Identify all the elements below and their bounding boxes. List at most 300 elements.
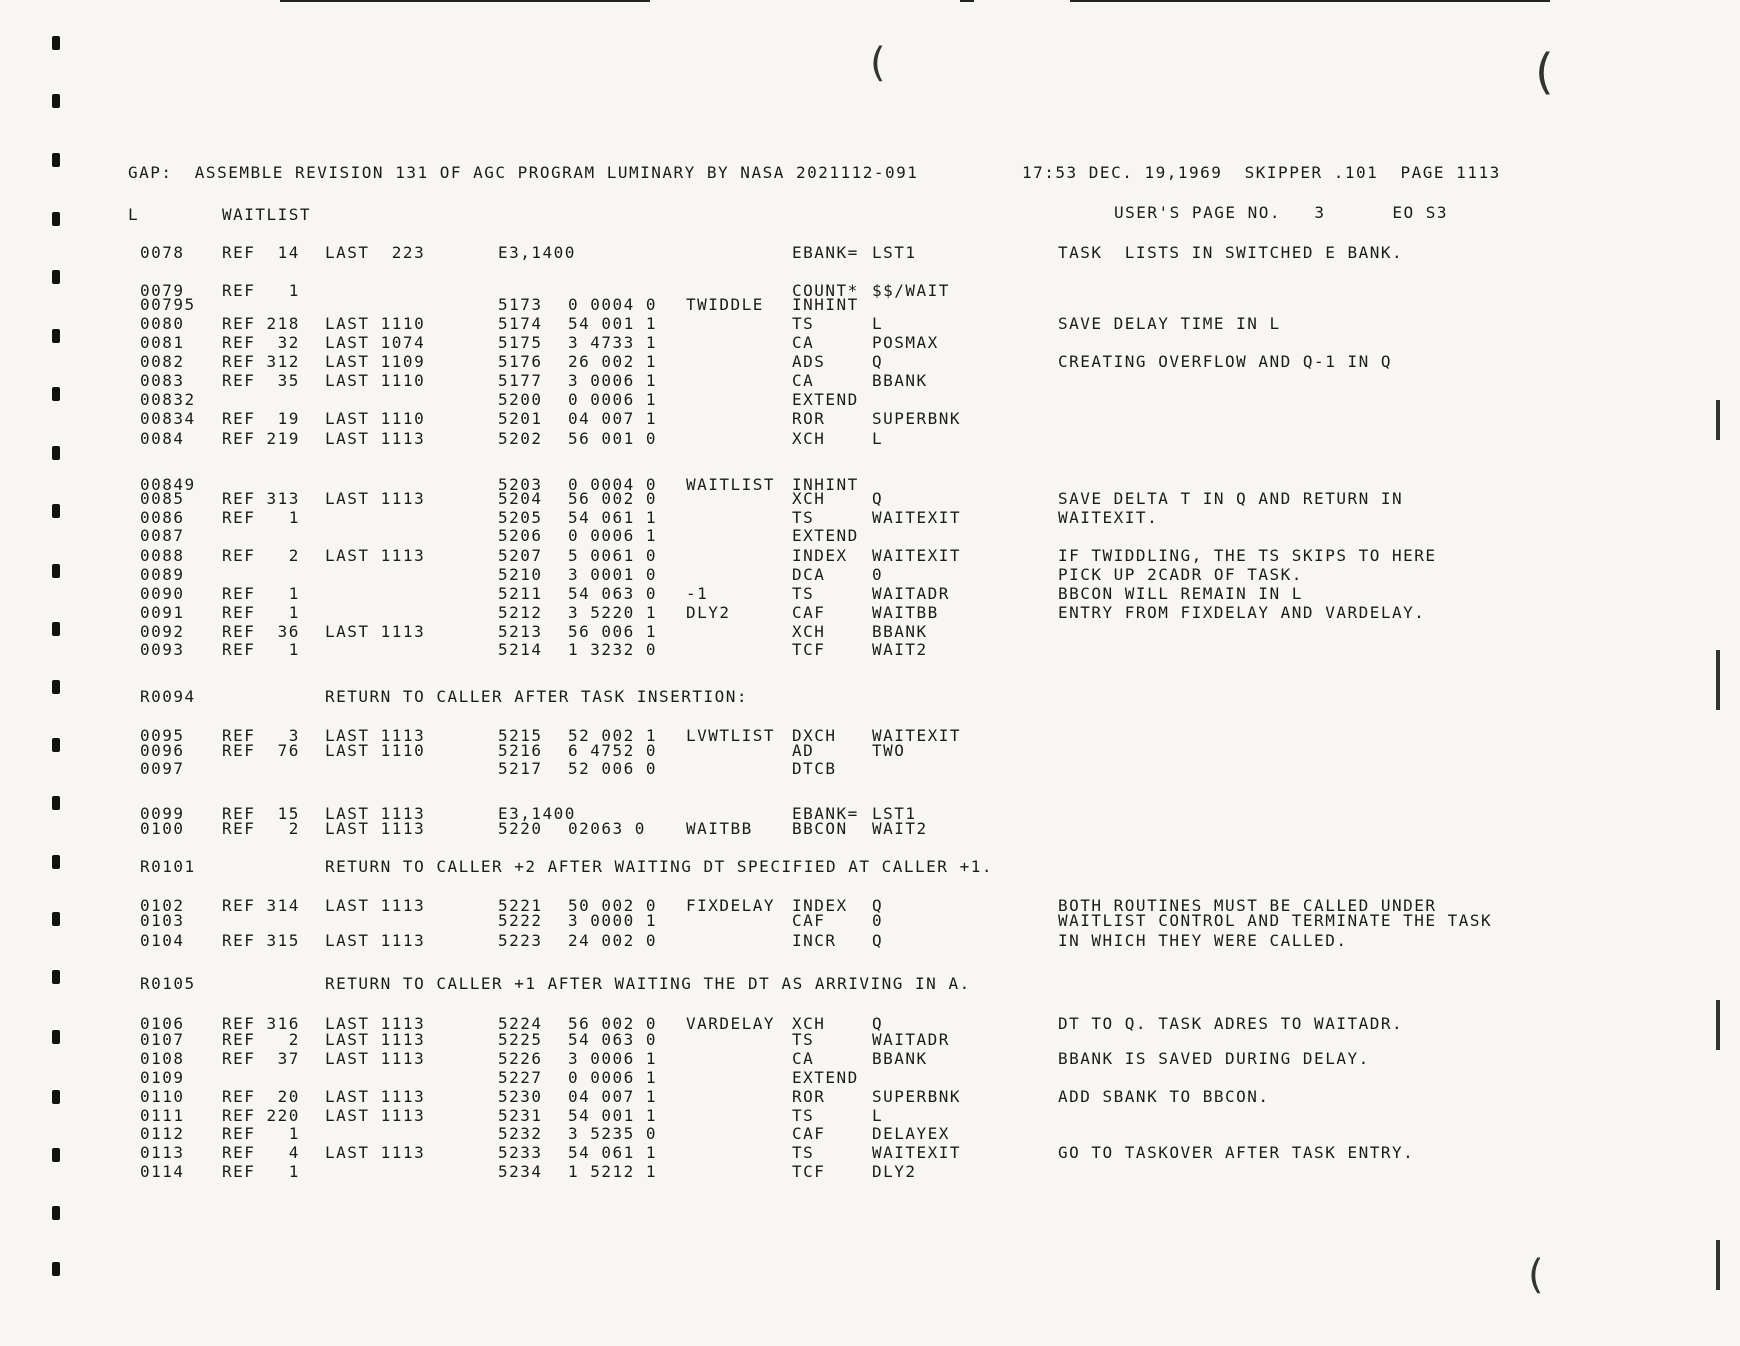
listing-last: LAST 1110 — [325, 314, 426, 333]
listing-comment: IN WHICH THEY WERE CALLED. — [1058, 931, 1348, 950]
listing-addr: 5204 — [498, 489, 543, 508]
listing-operand: LST1 — [872, 243, 917, 262]
listing-operand: Q — [872, 896, 884, 915]
listing-row — [0, 932, 1740, 950]
listing-ref: REF 37 — [222, 1049, 300, 1068]
listing-last: LAST 1074 — [325, 333, 426, 352]
listing-operand: BBANK — [872, 371, 928, 390]
listing-op: INCR — [792, 931, 837, 950]
punch-hole — [52, 1262, 60, 1276]
listing-num: 0110 — [140, 1087, 185, 1106]
listing-addr: 5234 — [498, 1162, 543, 1181]
listing-ref: REF 14 — [222, 243, 300, 262]
listing-operand: L — [872, 429, 884, 448]
listing-code: 3 0006 1 — [568, 1049, 658, 1068]
listing-code: 50 002 0 — [568, 896, 658, 915]
listing-num: 0084 — [140, 429, 185, 448]
listing-num: 0095 — [140, 726, 185, 745]
listing-num: 0090 — [140, 584, 185, 603]
listing-num: 0112 — [140, 1124, 185, 1143]
listing-ref: REF 220 — [222, 1106, 300, 1125]
listing-op: XCH — [792, 1014, 826, 1033]
listing-row — [0, 604, 1740, 622]
listing-comment: WAITLIST CONTROL AND TERMINATE THE TASK — [1058, 911, 1493, 930]
listing-row — [0, 244, 1740, 262]
listing-row — [0, 1144, 1740, 1162]
listing-op: AD — [792, 741, 815, 760]
listing-row — [0, 1107, 1740, 1125]
listing-num: 00832 — [140, 390, 196, 409]
punch-hole — [52, 94, 60, 108]
listing-code: 0 0006 1 — [568, 526, 658, 545]
listing-addr: 5232 — [498, 1124, 543, 1143]
listing-operand: Q — [872, 352, 884, 371]
listing-ref: REF 15 — [222, 804, 300, 823]
listing-row — [0, 372, 1740, 390]
listing-comment: BBANK IS SAVED DURING DELAY. — [1058, 1049, 1370, 1068]
listing-row — [0, 1088, 1740, 1106]
listing-addr: 5231 — [498, 1106, 543, 1125]
listing-ref: REF 314 — [222, 896, 300, 915]
listing-ref: REF 35 — [222, 371, 300, 390]
listing-operand: TWO — [872, 741, 906, 760]
listing-last: LAST 1113 — [325, 1143, 426, 1162]
paper-smudge: ( — [870, 40, 886, 86]
listing-addr: 5227 — [498, 1068, 543, 1087]
listing-operand: WAITBB — [872, 603, 939, 622]
listing-addr: 5177 — [498, 371, 543, 390]
listing-code: 24 002 0 — [568, 931, 658, 950]
listing-operand: Q — [872, 489, 884, 508]
listing-op: EXTEND — [792, 390, 859, 409]
listing-last: LAST 1113 — [325, 622, 426, 641]
listing-row — [0, 975, 1740, 993]
listing-label: LVWTLIST — [686, 726, 776, 745]
listing-row — [0, 509, 1740, 527]
listing-code: 54 063 0 — [568, 584, 658, 603]
listing-row — [0, 858, 1740, 876]
header-line-right: 17:53 DEC. 19,1969 SKIPPER .101 PAGE 1113 — [1022, 163, 1501, 182]
listing-addr: 5230 — [498, 1087, 543, 1106]
listing-operand: 0 — [872, 911, 884, 930]
listing-row — [0, 820, 1740, 838]
listing-last: LAST 1113 — [325, 1049, 426, 1068]
listing-op: XCH — [792, 489, 826, 508]
listing-row — [0, 334, 1740, 352]
listing-last: LAST 1113 — [325, 931, 426, 950]
listing-ref: REF 1 — [222, 640, 300, 659]
listing-code: 6 4752 0 — [568, 741, 658, 760]
listing-comment: ADD SBANK TO BBCON. — [1058, 1087, 1270, 1106]
listing-row — [0, 623, 1740, 641]
listing-code: 04 007 1 — [568, 409, 658, 428]
listing-addr: 5201 — [498, 409, 543, 428]
listing-row — [0, 315, 1740, 333]
listing-ref: REF 32 — [222, 333, 300, 352]
listing-op: CAF — [792, 603, 826, 622]
listing-label: WAITLIST — [686, 475, 776, 494]
listing-addr: 5216 — [498, 741, 543, 760]
listing-ref: REF 1 — [222, 603, 300, 622]
listing-addr: 5226 — [498, 1049, 543, 1068]
listing-addr: 5203 — [498, 475, 543, 494]
listing-row — [0, 353, 1740, 371]
listing-addr: 5207 — [498, 546, 543, 565]
listing-row — [0, 585, 1740, 603]
listing-addr: 5206 — [498, 526, 543, 545]
listing-op: CAF — [792, 911, 826, 930]
listing-row — [0, 742, 1740, 760]
listing-last: LAST 1113 — [325, 819, 426, 838]
listing-operand: WAITADR — [872, 1030, 950, 1049]
listing-op: EXTEND — [792, 526, 859, 545]
listing-last: LAST 1109 — [325, 352, 426, 371]
listing-num: 0093 — [140, 640, 185, 659]
listing-comment: BOTH ROUTINES MUST BE CALLED UNDER — [1058, 896, 1437, 915]
listing-num: 0114 — [140, 1162, 185, 1181]
punch-hole — [52, 36, 60, 50]
listing-addr: 5221 — [498, 896, 543, 915]
header-line-left: GAP: ASSEMBLE REVISION 131 OF AGC PROGRAM LUMINARY BY NASA 2021112-091 — [128, 163, 919, 182]
listing-op: INDEX — [792, 546, 848, 565]
listing-num: 0107 — [140, 1030, 185, 1049]
listing-ref: REF 2 — [222, 546, 300, 565]
listing-code: 3 0000 1 — [568, 911, 658, 930]
listing-row — [0, 1125, 1740, 1143]
listing-op: TS — [792, 1106, 815, 1125]
listing-ref: REF 218 — [222, 314, 300, 333]
listing-label: WAITBB — [686, 819, 753, 838]
listing-last: LAST 1113 — [325, 1087, 426, 1106]
listing-row — [0, 912, 1740, 930]
listing-last: LAST 1113 — [325, 896, 426, 915]
listing-num: 0091 — [140, 603, 185, 622]
listing-code: 1 5212 1 — [568, 1162, 658, 1181]
listing-addr: 5224 — [498, 1014, 543, 1033]
listing-op: TS — [792, 1030, 815, 1049]
listing-num: 0103 — [140, 911, 185, 930]
listing-code: 0 0006 1 — [568, 1068, 658, 1087]
listing-operand: L — [872, 1106, 884, 1125]
listing-op: TS — [792, 314, 815, 333]
listing-ref: REF 1 — [222, 281, 300, 300]
listing-addr: 5205 — [498, 508, 543, 527]
log-section-name: WAITLIST — [222, 205, 312, 224]
listing-addr: 5210 — [498, 565, 543, 584]
listing-op: COUNT* — [792, 281, 859, 300]
listing-code: 56 002 0 — [568, 1014, 658, 1033]
listing-addr: 5223 — [498, 931, 543, 950]
listing-op: DTCB — [792, 759, 837, 778]
listing-last: RETURN TO CALLER +1 AFTER WAITING THE DT AS ARRIVING IN A. — [325, 974, 971, 993]
listing-num: 0079 — [140, 281, 185, 300]
listing-addr: 5225 — [498, 1030, 543, 1049]
listing-op: ROR — [792, 409, 826, 428]
listing-op: INHINT — [792, 475, 859, 494]
listing-code: 04 007 1 — [568, 1087, 658, 1106]
listing-operand: WAITADR — [872, 584, 950, 603]
listing-num: 0088 — [140, 546, 185, 565]
listing-num: 0104 — [140, 931, 185, 950]
top-rule — [1070, 0, 1550, 2]
listing-row — [0, 760, 1740, 778]
listing-comment: DT TO Q. TASK ADRES TO WAITADR. — [1058, 1014, 1404, 1033]
listing-num: 0109 — [140, 1068, 185, 1087]
listing-operand: Q — [872, 931, 884, 950]
listing-code: 52 006 0 — [568, 759, 658, 778]
listing-row — [0, 1031, 1740, 1049]
listing-code: 54 061 1 — [568, 508, 658, 527]
listing-ref: REF 313 — [222, 489, 300, 508]
listing-addr: E3,1400 — [498, 804, 576, 823]
listing-ref: REF 3 — [222, 726, 300, 745]
punch-hole — [52, 212, 60, 226]
listing-last: LAST 223 — [325, 243, 426, 262]
listing-operand: WAITEXIT — [872, 546, 962, 565]
listing-addr: 5173 — [498, 295, 543, 314]
punch-hole — [52, 446, 60, 460]
listing-code: 0 0006 1 — [568, 390, 658, 409]
listing-ref: REF 219 — [222, 429, 300, 448]
listing-op: EBANK= — [792, 243, 859, 262]
listing-last: LAST 1113 — [325, 1014, 426, 1033]
listing-row — [0, 430, 1740, 448]
listing-op: EBANK= — [792, 804, 859, 823]
listing-last: RETURN TO CALLER AFTER TASK INSERTION: — [325, 687, 749, 706]
listing-addr: 5175 — [498, 333, 543, 352]
listing-last: LAST 1113 — [325, 546, 426, 565]
listing-row — [0, 688, 1740, 706]
listing-num: 0099 — [140, 804, 185, 823]
listing-last: LAST 1110 — [325, 371, 426, 390]
listing-operand: SUPERBNK — [872, 409, 962, 428]
listing-op: TS — [792, 508, 815, 527]
listing-code: 54 061 1 — [568, 1143, 658, 1162]
listing-row — [0, 527, 1740, 545]
paper-smudge: ( — [1528, 1252, 1544, 1298]
listing-num: 0096 — [140, 741, 185, 760]
listing-op: DCA — [792, 565, 826, 584]
listing-num: R0101 — [140, 857, 196, 876]
listing-operand: POSMAX — [872, 333, 939, 352]
listing-row — [0, 547, 1740, 565]
listing-comment: SAVE DELAY TIME IN L — [1058, 314, 1281, 333]
listing-num: 0097 — [140, 759, 185, 778]
listing-code: 26 002 1 — [568, 352, 658, 371]
listing-addr: 5211 — [498, 584, 543, 603]
listing-operand: $$/WAIT — [872, 281, 950, 300]
listing-ref: REF 4 — [222, 1143, 300, 1162]
listing-comment: PICK UP 2CADR OF TASK. — [1058, 565, 1303, 584]
listing-row — [0, 566, 1740, 584]
listing-comment: TASK LISTS IN SWITCHED E BANK. — [1058, 243, 1404, 262]
listing-num: 0111 — [140, 1106, 185, 1125]
listing-code: 02063 0 — [568, 819, 646, 838]
listing-addr: 5233 — [498, 1143, 543, 1162]
listing-operand: WAITEXIT — [872, 508, 962, 527]
listing-ref: REF 36 — [222, 622, 300, 641]
listing-operand: WAITEXIT — [872, 726, 962, 745]
listing-op: INDEX — [792, 896, 848, 915]
listing-code: 54 001 1 — [568, 314, 658, 333]
listing-comment: SAVE DELTA T IN Q AND RETURN IN — [1058, 489, 1404, 508]
listing-row — [0, 490, 1740, 508]
top-rule — [960, 0, 974, 2]
listing-operand: WAIT2 — [872, 640, 928, 659]
listing-operand: 0 — [872, 565, 884, 584]
listing-row — [0, 1069, 1740, 1087]
listing-num: 00834 — [140, 409, 196, 428]
listing-num: 0089 — [140, 565, 185, 584]
listing-code: 3 0006 1 — [568, 371, 658, 390]
listing-last: LAST 1113 — [325, 1030, 426, 1049]
users-page-number: USER'S PAGE NO. 3 EO S3 — [1114, 203, 1448, 222]
listing-num: 00849 — [140, 475, 196, 494]
listing-operand: WAIT2 — [872, 819, 928, 838]
listing-op: XCH — [792, 429, 826, 448]
listing-op: INHINT — [792, 295, 859, 314]
listing-code: 54 063 0 — [568, 1030, 658, 1049]
listing-row — [0, 296, 1740, 314]
listing-ref: REF 76 — [222, 741, 300, 760]
listing-ref: REF 2 — [222, 819, 300, 838]
listing-code: 0 0004 0 — [568, 475, 658, 494]
listing-code: 54 001 1 — [568, 1106, 658, 1125]
listing-op: ROR — [792, 1087, 826, 1106]
top-rule — [280, 0, 650, 2]
paper-smudge: ( — [1535, 44, 1554, 100]
listing-last: LAST 1110 — [325, 409, 426, 428]
listing-num: 0081 — [140, 333, 185, 352]
listing-op: ADS — [792, 352, 826, 371]
listing-num: R0105 — [140, 974, 196, 993]
listing-operand: WAITEXIT — [872, 1143, 962, 1162]
listing-op: XCH — [792, 622, 826, 641]
listing-num: 0108 — [140, 1049, 185, 1068]
listing-op: TS — [792, 584, 815, 603]
listing-addr: 5213 — [498, 622, 543, 641]
listing-operand: BBANK — [872, 1049, 928, 1068]
listing-label: FIXDELAY — [686, 896, 776, 915]
listing-num: 0106 — [140, 1014, 185, 1033]
listing-code: 3 5220 1 — [568, 603, 658, 622]
listing-row — [0, 1050, 1740, 1068]
listing-ref: REF 1 — [222, 1124, 300, 1143]
listing-comment: CREATING OVERFLOW AND Q-1 IN Q — [1058, 352, 1392, 371]
listing-num: 0086 — [140, 508, 185, 527]
listing-row — [0, 391, 1740, 409]
punch-hole — [52, 1206, 60, 1220]
listing-row — [0, 641, 1740, 659]
punch-hole — [52, 153, 60, 167]
listing-ref: REF 312 — [222, 352, 300, 371]
listing-num: 0078 — [140, 243, 185, 262]
listing-num: 00795 — [140, 295, 196, 314]
listing-last: LAST 1113 — [325, 726, 426, 745]
listing-num: 0113 — [140, 1143, 185, 1162]
listing-op: CA — [792, 371, 815, 390]
listing-label: -1 — [686, 584, 709, 603]
listing-comment: WAITEXIT. — [1058, 508, 1159, 527]
listing-addr: 5176 — [498, 352, 543, 371]
listing-num: 0085 — [140, 489, 185, 508]
listing-comment: IF TWIDDLING, THE TS SKIPS TO HERE — [1058, 546, 1437, 565]
listing-operand: DELAYEX — [872, 1124, 950, 1143]
listing-code: 1 3232 0 — [568, 640, 658, 659]
listing-ref: REF 315 — [222, 931, 300, 950]
listing-addr: 5220 — [498, 819, 543, 838]
header-marker: L — [128, 205, 140, 224]
listing-last: LAST 1113 — [325, 489, 426, 508]
listing-last: LAST 1110 — [325, 741, 426, 760]
listing-num: 0092 — [140, 622, 185, 641]
listing-last: LAST 1113 — [325, 429, 426, 448]
listing-addr: 5217 — [498, 759, 543, 778]
listing-op: DXCH — [792, 726, 837, 745]
listing-last: LAST 1113 — [325, 804, 426, 823]
listing-ref: REF 316 — [222, 1014, 300, 1033]
listing-ref: REF 2 — [222, 1030, 300, 1049]
listing-ref: REF 1 — [222, 508, 300, 527]
listing-num: R0094 — [140, 687, 196, 706]
listing-row — [0, 1163, 1740, 1181]
listing-op: EXTEND — [792, 1068, 859, 1087]
listing-code: 5 0061 0 — [568, 546, 658, 565]
listing-addr: 5222 — [498, 911, 543, 930]
listing-num: 0100 — [140, 819, 185, 838]
listing-row — [0, 410, 1740, 428]
listing-code: 3 4733 1 — [568, 333, 658, 352]
listing-operand: DLY2 — [872, 1162, 917, 1181]
listing-op: TCF — [792, 640, 826, 659]
listing-comment: BBCON WILL REMAIN IN L — [1058, 584, 1303, 603]
listing-op: CAF — [792, 1124, 826, 1143]
listing-code: 56 001 0 — [568, 429, 658, 448]
listing-operand: SUPERBNK — [872, 1087, 962, 1106]
listing-addr: 5215 — [498, 726, 543, 745]
listing-code: 56 006 1 — [568, 622, 658, 641]
listing-comment: ENTRY FROM FIXDELAY AND VARDELAY. — [1058, 603, 1426, 622]
listing-num: 0082 — [140, 352, 185, 371]
listing-num: 0083 — [140, 371, 185, 390]
listing-operand: LST1 — [872, 804, 917, 823]
listing-op: TCF — [792, 1162, 826, 1181]
listing-code: 0 0004 0 — [568, 295, 658, 314]
listing-ref: REF 20 — [222, 1087, 300, 1106]
listing-comment: GO TO TASKOVER AFTER TASK ENTRY. — [1058, 1143, 1415, 1162]
listing-ref: REF 19 — [222, 409, 300, 428]
listing-addr: 5212 — [498, 603, 543, 622]
listing-code: 52 002 1 — [568, 726, 658, 745]
listing-op: BBCON — [792, 819, 848, 838]
listing-num: 0087 — [140, 526, 185, 545]
listing-ref: REF 1 — [222, 1162, 300, 1181]
listing-operand: Q — [872, 1014, 884, 1033]
listing-addr: E3,1400 — [498, 243, 576, 262]
listing-last: RETURN TO CALLER +2 AFTER WAITING DT SPECIFIED AT CALLER +1. — [325, 857, 993, 876]
listing-num: 0080 — [140, 314, 185, 333]
listing-code: 3 0001 0 — [568, 565, 658, 584]
listing-op: CA — [792, 1049, 815, 1068]
listing-addr: 5200 — [498, 390, 543, 409]
listing-ref: REF 1 — [222, 584, 300, 603]
listing-operand: BBANK — [872, 622, 928, 641]
listing-code: 3 5235 0 — [568, 1124, 658, 1143]
listing-code: 56 002 0 — [568, 489, 658, 508]
listing-operand: L — [872, 314, 884, 333]
listing-label: DLY2 — [686, 603, 731, 622]
listing-addr: 5214 — [498, 640, 543, 659]
